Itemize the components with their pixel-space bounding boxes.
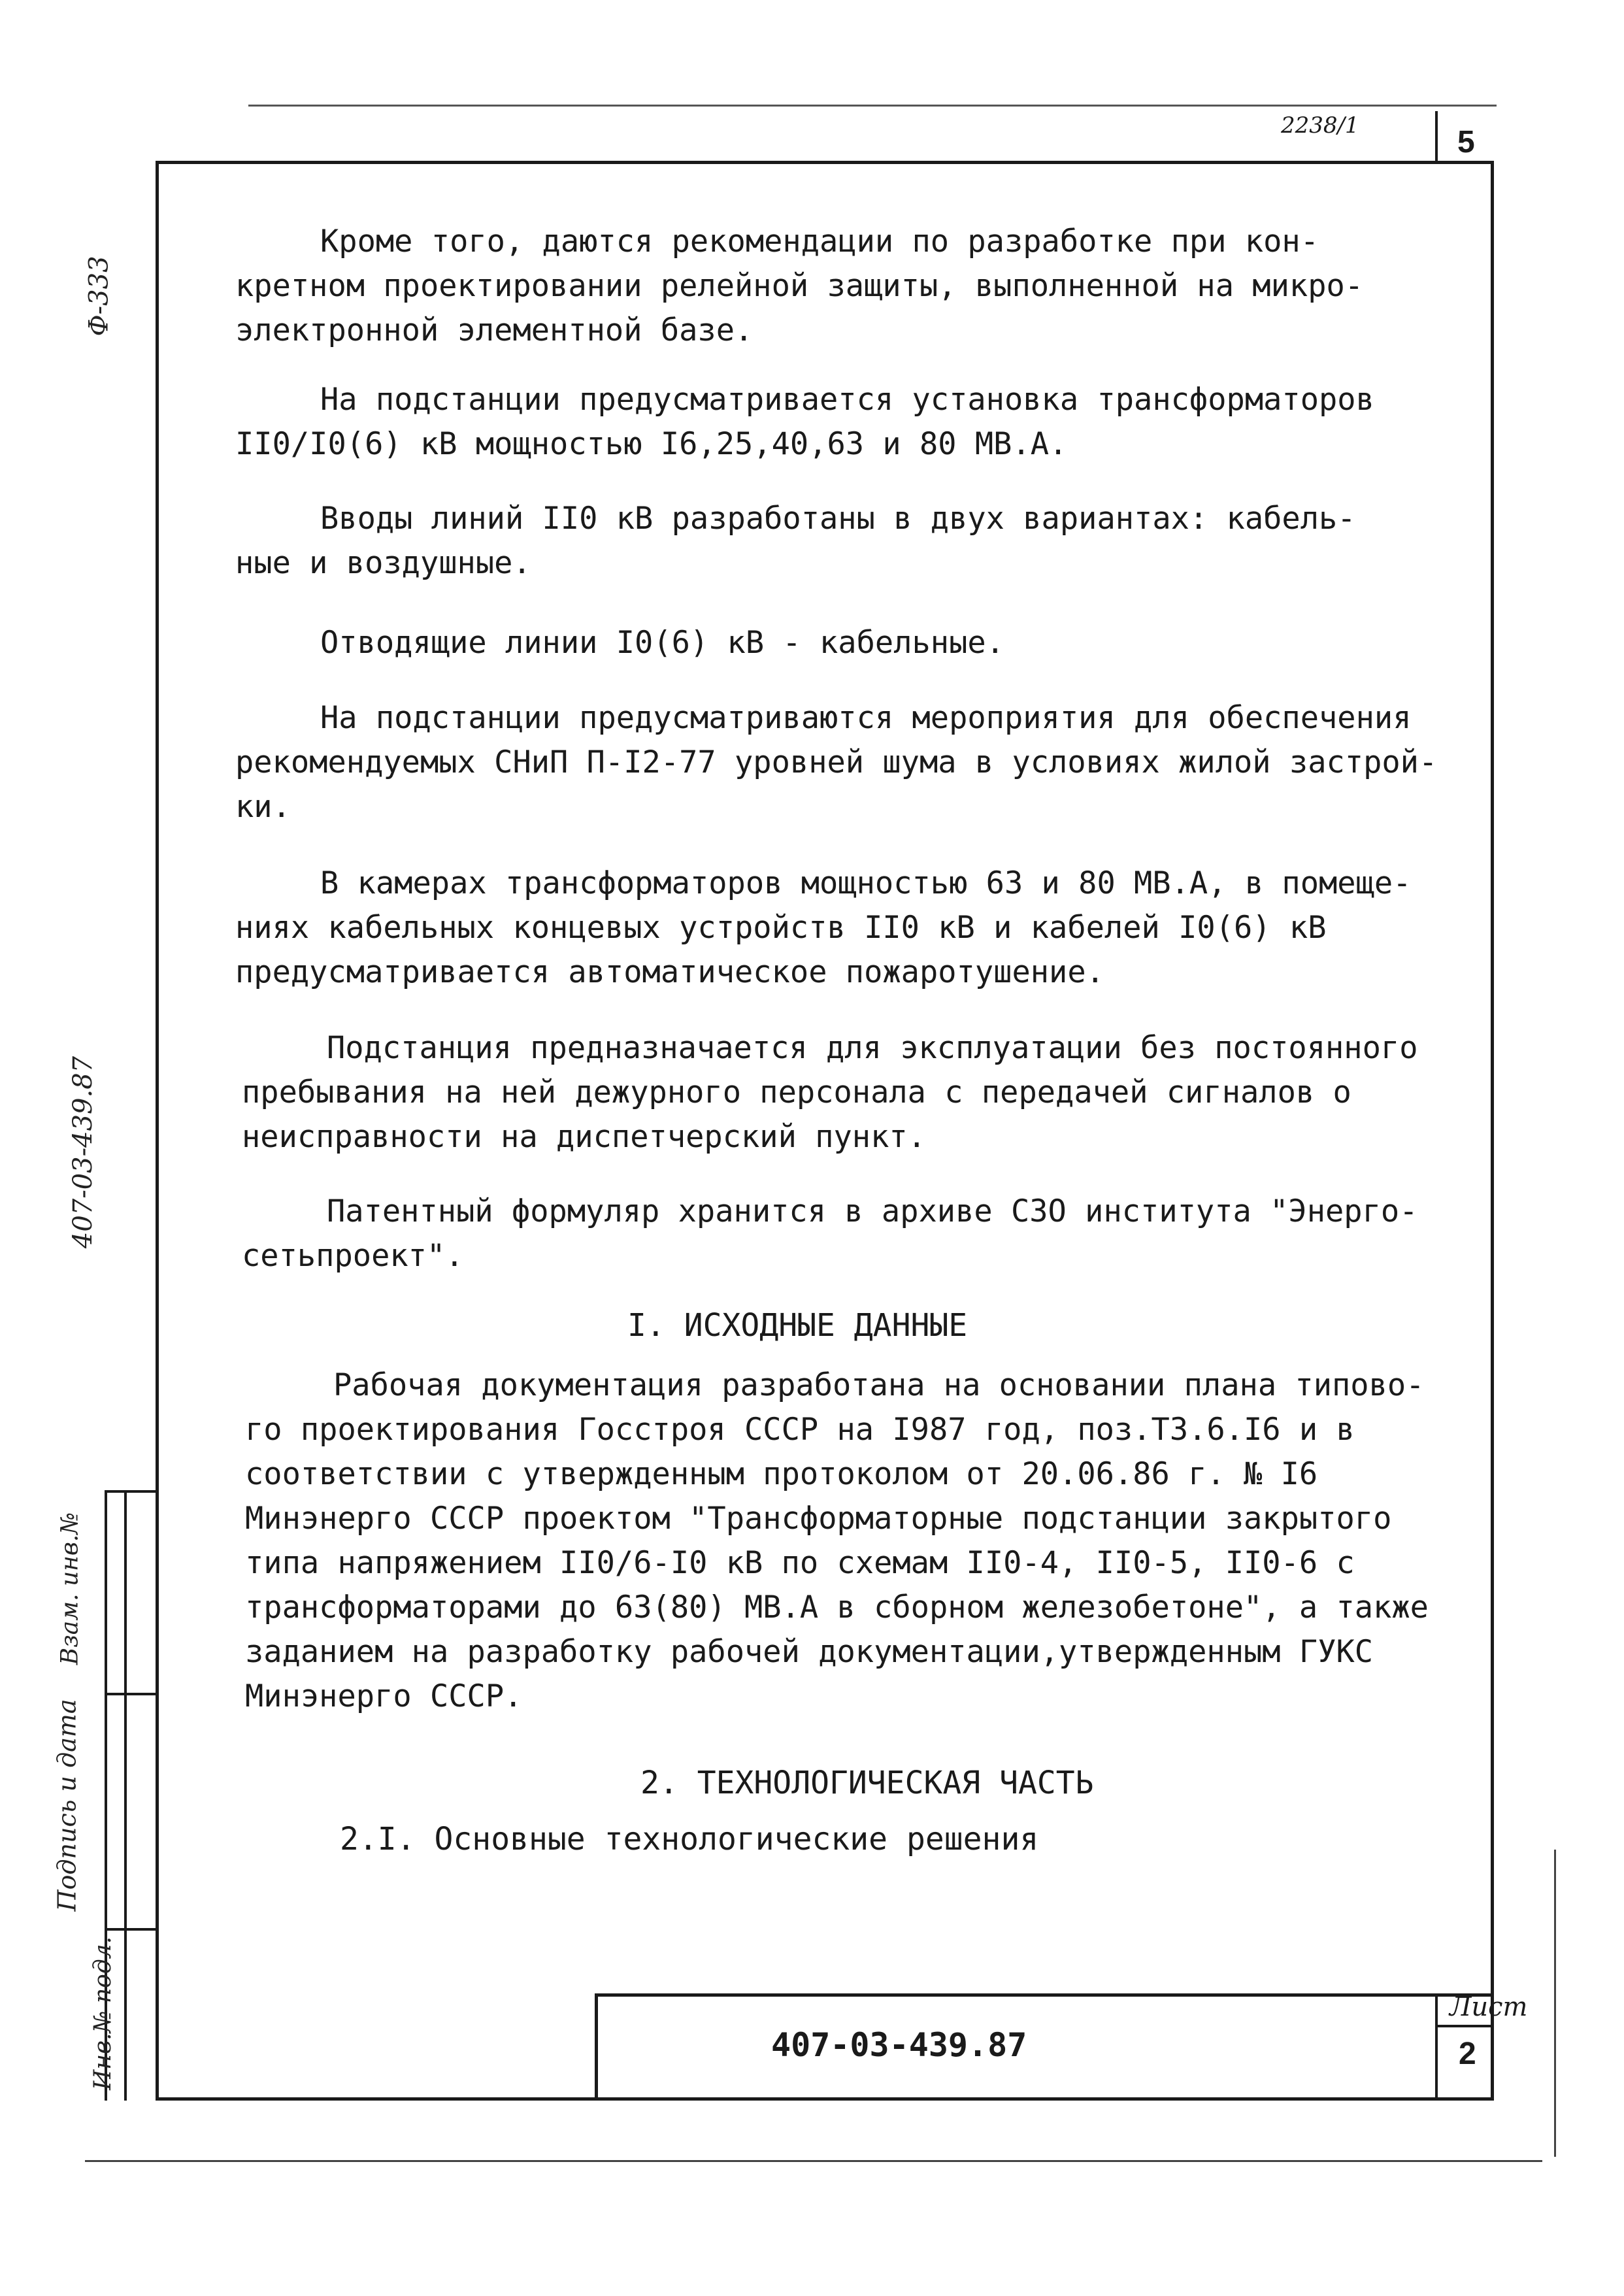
section-1-line-6: трансформаторами до 63(80) МВ.А в сборном железобетоне", а также [245,1589,1429,1625]
paragraph-6-line-2: ниях кабельных концевых устройств II0 кВ и кабелей I0(6) кВ [235,910,1327,946]
section-1-line-5: типа напряжением II0/6-I0 кВ по схемам II0-4, II0-5, II0-6 с [245,1545,1355,1581]
section-2-title: 2. ТЕХНОЛОГИЧЕСКАЯ ЧАСТЬ [640,1765,1094,1801]
margin-inv-label: Инв.№ подл. [90,1936,117,2091]
margin-sign-label: Подпись и дата [52,1699,82,1912]
bottom-rule [85,2160,1542,2162]
section-1-line-7: заданием на разработку рабочей документации,утвержденным ГУКС [245,1634,1374,1670]
section-1-line-4: Минэнерго СССР проектом "Трансформаторные подстанции закрытого [245,1501,1392,1537]
paragraph-2-line-1: На подстанции предусматривается установка трансформаторов [320,382,1374,418]
margin-column-sep2 [105,1928,157,1931]
paragraph-5-line-3: ки. [235,789,291,825]
section-1-line-2: го проектирования Госстроя СССР на I987 год, поз.ТЗ.6.I6 и в [245,1412,1355,1448]
margin-doc-mark: 407-03-439.87 [68,1056,99,1249]
paragraph-2-line-2: II0/I0(6) кВ мощностью I6,25,40,63 и 80 МВ.А. [235,426,1068,462]
section-1-line-3: соответствии с утвержденным протоколом от 20.06.86 г. № I6 [245,1456,1318,1492]
paragraph-8-line-1: Патентный формуляр хранится в архиве СЗО института "Энерго- [327,1193,1418,1229]
paragraph-7-line-3: неисправности на диспетчерский пункт. [242,1119,926,1155]
paragraph-3-line-1: Вводы линий II0 кВ разработаны в двух вариантах: кабель- [320,501,1356,537]
section-1-title: I. ИСХОДНЫЕ ДАННЫЕ [627,1307,968,1344]
paragraph-8-line-2: сетьпроект". [242,1238,464,1274]
margin-column-top-line [105,1490,157,1493]
paragraph-7-line-1: Подстанция предназначается для эксплуатации без постоянного [327,1030,1418,1066]
section-1-line-8: Минэнерго СССР. [245,1678,523,1714]
title-block-sheet-rule [1435,2025,1494,2027]
paragraph-1-line-2: кретном проектировании релейной защиты, выполненной на микро- [235,268,1364,304]
section-1-line-1: Рабочая документация разработана на основании плана типово- [333,1367,1425,1403]
paragraph-6-line-3: предусматривается автоматическое пожаротушение. [235,954,1104,990]
margin-column-inner-line [124,1490,127,2101]
paragraph-7-line-2: пребывания на ней дежурного персонала с передачей сигналов о [242,1074,1351,1110]
page-number: 5 [1457,125,1475,159]
margin-top-mark: Ф-333 [84,256,114,337]
paragraph-6-line-1: В камерах трансформаторов мощностью 63 и 80 МВ.А, в помеще- [320,865,1412,901]
header-rule [248,105,1497,107]
handwritten-code: 2238/1 [1281,112,1359,139]
paragraph-5-line-2: рекомендуемых СНиП П-I2-77 уровней шума в условиях жилой застрой- [235,744,1438,780]
title-block [595,1993,1494,2101]
margin-vzam-label: Взам. инв.№ [56,1512,84,1665]
sheet-number: 2 [1459,2037,1476,2071]
paragraph-5-line-1: На подстанции предусматриваются мероприятия для обеспечения [320,700,1412,736]
paragraph-3-line-2: ные и воздушные. [235,545,531,581]
margin-column-sep1 [105,1693,157,1695]
paragraph-1-line-1: Кроме того, даются рекомендации по разработке при кон- [320,224,1319,259]
section-2-subtitle: 2.I. Основные технологические решения [340,1821,1039,1857]
header-page-divider [1435,111,1438,163]
sheet-label: Лист [1450,1992,1528,2022]
title-block-divider [1435,1993,1438,2101]
right-edge-rule [1554,1850,1556,2157]
document-code: 407-03-439.87 [771,2026,1027,2064]
paragraph-1-line-3: электронной элементной базе. [235,312,754,348]
paragraph-4-line-1: Отводящие линии I0(6) кВ - кабельные. [320,625,1004,661]
